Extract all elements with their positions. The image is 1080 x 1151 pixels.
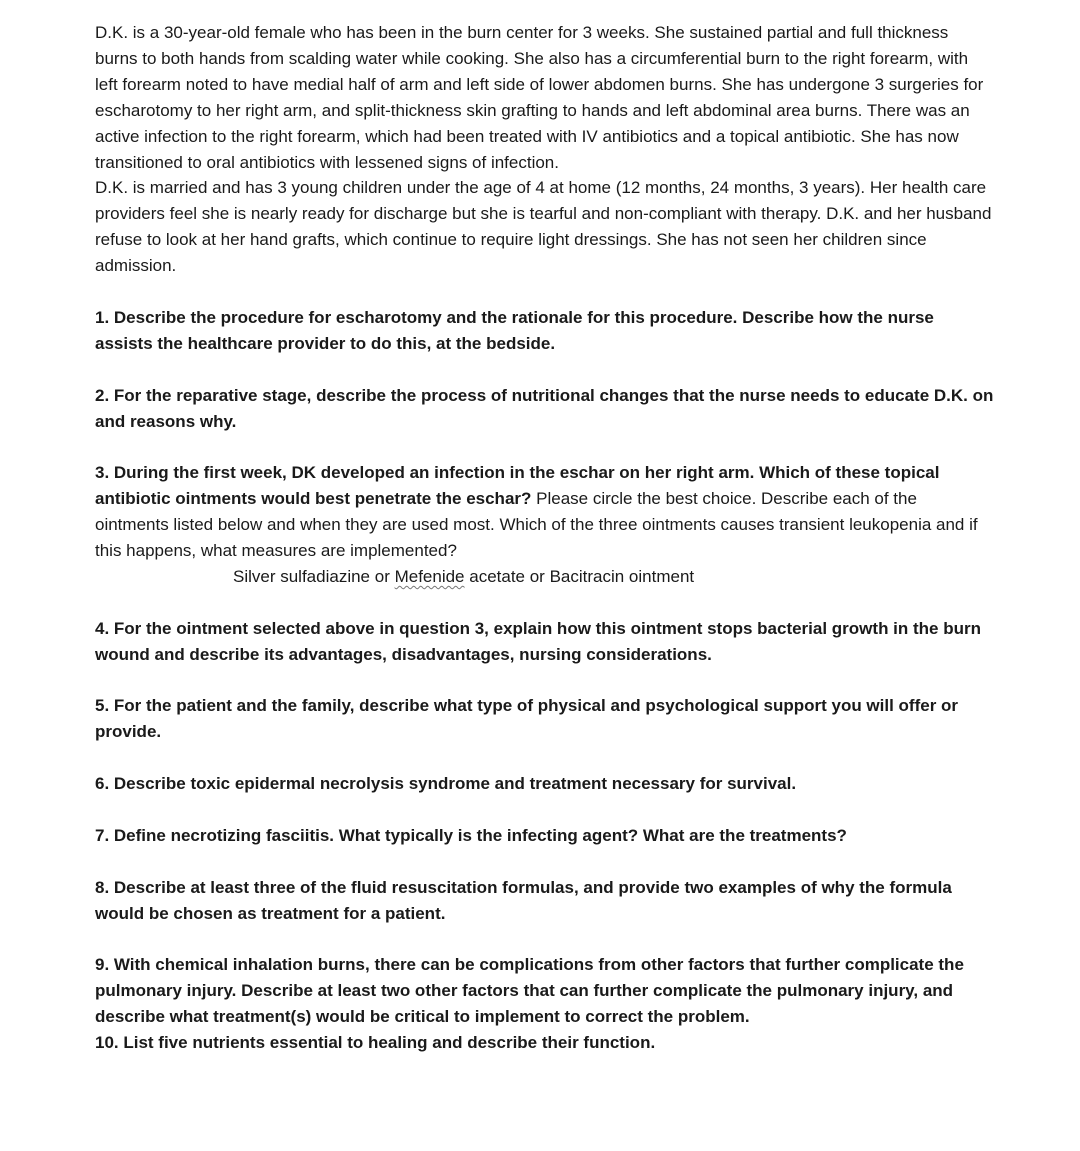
question-1: 1. Describe the procedure for escharotomy and the rationale for this procedure. Describe how the nurse assists the healthcare provider to do this, at the bedside. bbox=[95, 307, 934, 353]
spacer bbox=[95, 357, 995, 383]
question-4: 4. For the ointment selected above in question 3, explain how this ointment stops bacterial growth in the burn wound and describe its advantages, disadvantages, nursing considerations. bbox=[95, 618, 981, 664]
case-paragraph-1: D.K. is a 30-year-old female who has been in the burn center for 3 weeks. She sustained partial and full thickness burns to both hands from scalding water while cooking. She also has a circumferential burn to the right forearm, with left forearm noted to have medial half of arm and left side of lower abdomen burns. She has undergone 3 surgeries for escharotomy to her right arm, and split-thickness skin grafting to hands and left abdominal area burns. There was an active infection to the right forearm, which had been treated with IV antibiotics and a topical antibiotic. She has now transitioned to oral antibiotics with lessened signs of infection. bbox=[95, 23, 984, 172]
question-3-instructions: Please circle the best choice. Describe each of the ointments listed below and when they are used most. Which of the three ointments causes transient leukopenia and if this happens, what measures are implemented? bbox=[95, 489, 978, 561]
question-7: 7. Define necrotizing fasciitis. What typically is the infecting agent? What are the treatments? bbox=[95, 825, 847, 845]
spacer bbox=[95, 434, 995, 460]
ointment-option-part-1: Silver sulfadiazine or bbox=[233, 566, 395, 586]
question-2: 2. For the reparative stage, describe the process of nutritional changes that the nurse needs to educate D.K. on and reasons why. bbox=[95, 385, 994, 431]
spacer bbox=[95, 927, 995, 953]
ointment-options bbox=[95, 564, 995, 590]
question-10: 10. List five nutrients essential to healing and describe their function. bbox=[95, 1033, 656, 1053]
ointment-option-mefenide: Mefenide bbox=[394, 566, 465, 586]
spacer bbox=[95, 849, 995, 875]
question-3-bold: 3. During the first week, DK developed an infection in the eschar on her right arm. Which of these topical antibiotic ointments would best penetrate the eschar? bbox=[95, 463, 940, 509]
question-9: 9. With chemical inhalation burns, there can be complications from other factors that further complicate the pulmonary injury. Describe at least two other factors that can further complicate the pulmonary injury, and describe what treatment(s) would be critical to implement to correct the problem. bbox=[95, 955, 964, 1027]
question-8: 8. Describe at least three of the fluid resuscitation formulas, and provide two examples of why the formula would be chosen as treatment for a patient. bbox=[95, 877, 952, 923]
spacer bbox=[95, 279, 995, 305]
spacer bbox=[95, 797, 995, 823]
question-3 bbox=[95, 460, 995, 564]
document-page bbox=[95, 20, 995, 1056]
spacer bbox=[95, 745, 995, 771]
case-paragraph-2: D.K. is married and has 3 young children under the age of 4 at home (12 months, 24 months, 3 years). Her health care providers feel she is nearly ready for discharge but she is tearful and non-compliant with therapy. D.K. and her husband refuse to look at her hand grafts, which continue to require light dressings. She has not seen her children since admission. bbox=[95, 178, 992, 276]
spacer bbox=[95, 590, 995, 616]
question-5: 5. For the patient and the family, describe what type of physical and psychological support you will offer or provide. bbox=[95, 696, 959, 742]
question-6: 6. Describe toxic epidermal necrolysis syndrome and treatment necessary for survival. bbox=[95, 774, 797, 794]
ointment-option-part-3: acetate or Bacitracin ointment bbox=[464, 566, 695, 586]
spacer bbox=[95, 668, 995, 694]
